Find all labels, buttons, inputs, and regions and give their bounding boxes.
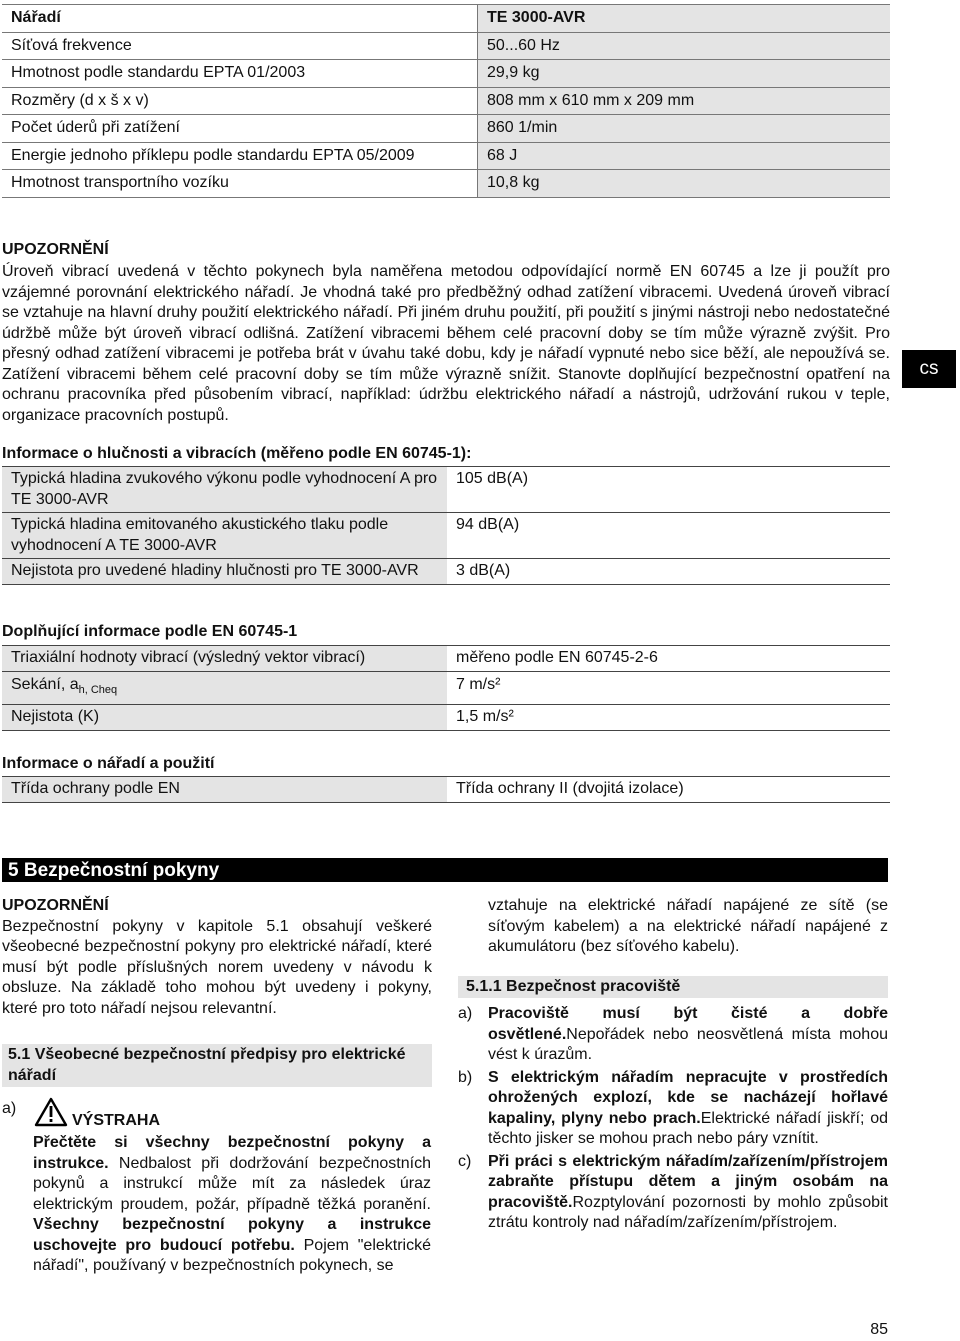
warning-text-2: Pojem "elektrické nářadí", používaný v bezpečnostních pokynech, se <box>33 1236 431 1274</box>
table-row <box>2 705 890 731</box>
list-marker: a) <box>458 1005 473 1022</box>
list-item-text: Elektrické nářadí jiskří; od těchto jisker se mohou prach nebo páry vznítit. <box>488 1109 888 1147</box>
continuation-text: vztahuje na elektrické nářadí napájené ze sítě (se síťovým kabelem) a na elektrické nářadí napájené z akumulátoru (bez síťového kabelu). <box>488 897 888 955</box>
noise-label: Typická hladina zvukového výkonu podle vyhodnocení A pro TE 3000-AVR <box>2 467 447 513</box>
warning-text <box>33 1133 431 1277</box>
extra-label: Triaxiální hodnoty vibrací (výsledný vektor vibrací) <box>2 646 447 672</box>
language-tab: cs <box>902 350 956 388</box>
list-item-bold: S elektrickým nářadím nepracujte v prostředích ohrožených explozí, kde se nacházejí hořlavé kapaliny, plyny nebo prach. <box>488 1068 888 1127</box>
extra-value: 1,5 m/s² <box>447 705 890 731</box>
noise-value: 105 dB(A) <box>447 467 890 513</box>
table-row <box>2 87 890 115</box>
warning-triangle-icon <box>34 1097 68 1127</box>
extra-value: měřeno podle EN 60745-2-6 <box>447 646 890 672</box>
warning-bold-1: Přečtěte si všechny bezpečnostní pokyny a instrukce. <box>33 1134 431 1172</box>
table-row <box>2 115 890 143</box>
extra-label-cell <box>2 671 447 705</box>
list-marker: b) <box>458 1068 473 1086</box>
list-item-bold: Pracoviště musí být čisté a dobře osvětlené. <box>488 1005 888 1043</box>
section-title: 5 Bezpečnostní pokyny <box>2 858 888 882</box>
extra-label: Sekání, a <box>11 675 79 693</box>
spec-header-value: TE 3000-AVR <box>478 5 891 33</box>
extra-title: Doplňující informace podle EN 60745-1 <box>2 623 298 640</box>
table-row <box>2 60 890 88</box>
tool-info-value: Třída ochrany II (dvojitá izolace) <box>447 777 890 803</box>
table-row <box>2 671 890 705</box>
noise-title: Informace o hlučnosti a vibracích (měřeno podle EN 60745-1): <box>2 445 472 462</box>
left-column <box>2 896 432 1274</box>
list-item <box>458 1152 888 1234</box>
safety-notice-title: UPOZORNĚNÍ <box>2 897 109 914</box>
spec-table <box>2 4 890 198</box>
warning-text-1: Nedbalost při dodržování bezpečnostních pokynů a instrukcí může mít za následek úraz elektrickým proudem, požár, případně těžká poranění. <box>33 1154 431 1213</box>
notice-title: UPOZORNĚNÍ <box>2 241 109 258</box>
noise-value: 94 dB(A) <box>447 513 890 559</box>
spec-value: 860 1/min <box>478 115 891 143</box>
spec-value: 50...60 Hz <box>478 32 891 60</box>
list-item-text: Nepořádek nebo neosvětlená místa mohou vést k úrazům. <box>488 1025 888 1063</box>
spec-value: 68 J <box>478 142 891 170</box>
tool-info-label: Třída ochrany podle EN <box>2 777 447 803</box>
spec-label: Hmotnost transportního vozíku <box>2 170 478 198</box>
table-row <box>2 142 890 170</box>
extra-label: Nejistota (K) <box>2 705 447 731</box>
spec-label: Síťová frekvence <box>2 32 478 60</box>
notice-text: Úroveň vibrací uvedená v těchto pokynech byla naměřena metodou odpovídající normě EN 60745 a lze ji použít pro vzájemné porovnání elektrického nářadí. Je vhodná také pro předběžný odhad zatížení vibracemi. Uvedená úroveň vibrací se vztahuje na hlavní druhy použití elektrického nářadí. Při jiném druhu použití, při použití s jinými nástroji nebo nedostatečné údržbě může být úroveň vibrací odlišná. Zatížení vibracemi během celé pracovní doby se tím může výrazně zvýšit. Pro přesný odhad zatížení vibracemi je potřeba brát v úvahu také dobu, kdy je nářadí vypnuté nebo sice běží, ale nepoužívá se. Zatížení vibracemi během celé pracovní doby se tím může výrazně snížit. Stanovte doplňující bezpečnostní opatření na ochranu pracovníka před působením vibrací, například: údržbu elektrického nářadí a nástrojů, udržování rukou v teple, organizace pracovních postupů. <box>2 263 890 424</box>
extra-table <box>2 645 890 731</box>
item-a-marker: a) <box>2 1100 17 1117</box>
list-item-text: Rozptylování pozornosti by mohlo způsobit ztrátu kontroly nad nářadím/zařízením/přístrojem. <box>488 1193 888 1231</box>
table-row <box>2 467 890 513</box>
noise-label: Nejistota pro uvedené hladiny hlučnosti pro TE 3000-AVR <box>2 559 447 585</box>
spec-value: 10,8 kg <box>478 170 891 198</box>
extra-value: 7 m/s² <box>447 671 890 705</box>
table-row <box>2 646 890 672</box>
spec-label: Počet úderů při zatížení <box>2 115 478 143</box>
spec-value: 29,9 kg <box>478 60 891 88</box>
table-row <box>2 513 890 559</box>
page-number: 85 <box>870 1321 888 1338</box>
table-row <box>2 777 890 803</box>
tool-info-title: Informace o nářadí a použití <box>2 755 215 772</box>
spec-header-label: Nářadí <box>2 5 478 33</box>
noise-value: 3 dB(A) <box>447 559 890 585</box>
subsection-5-1-1-title: 5.1.1 Bezpečnost pracoviště <box>458 976 888 999</box>
list-item-bold: Při práci s elektrickým nářadím/zařízením/přístrojem zabraňte přístupu dětem a jiným osobám na pracoviště. <box>488 1152 888 1211</box>
safety-notice-text: Bezpečnostní pokyny v kapitole 5.1 obsahují veškeré všeobecné bezpečnostní pokyny pro elektrické nářadí, které musí být podle příslušných norem uvedeny v návodu k obsluze. Na základě toho mohou být uvedeny i pokyny, které pro toto nářadí nejsou relevantní. <box>2 917 432 1017</box>
list-item <box>458 1068 888 1150</box>
spec-label: Hmotnost podle standardu EPTA 01/2003 <box>2 60 478 88</box>
warning-bold-2: Všechny bezpečnostní pokyny a instrukce uschovejte pro budoucí potřebu. <box>33 1216 431 1254</box>
warning-title: VÝSTRAHA <box>72 1112 161 1129</box>
table-row <box>2 32 890 60</box>
item-a-block <box>2 1097 432 1274</box>
table-row <box>2 559 890 585</box>
table-row <box>2 170 890 198</box>
extra-label-subscript: h, Cheq <box>78 683 118 696</box>
tool-info-table <box>2 776 890 803</box>
right-column <box>458 896 888 1234</box>
noise-label: Typická hladina emitovaného akustického tlaku podle vyhodnocení A TE 3000-AVR <box>2 513 447 559</box>
noise-table <box>2 466 890 585</box>
spec-header-row <box>2 5 890 33</box>
subsection-5-1-title: 5.1 Všeobecné bezpečnostní předpisy pro elektrické nářadí <box>2 1044 432 1087</box>
list-item <box>458 1004 888 1066</box>
spec-label: Rozměry (d x š x v) <box>2 87 478 115</box>
spec-label: Energie jednoho příklepu podle standardu EPTA 05/2009 <box>2 142 478 170</box>
spec-value: 808 mm x 610 mm x 209 mm <box>478 87 891 115</box>
list-marker: c) <box>458 1152 472 1170</box>
